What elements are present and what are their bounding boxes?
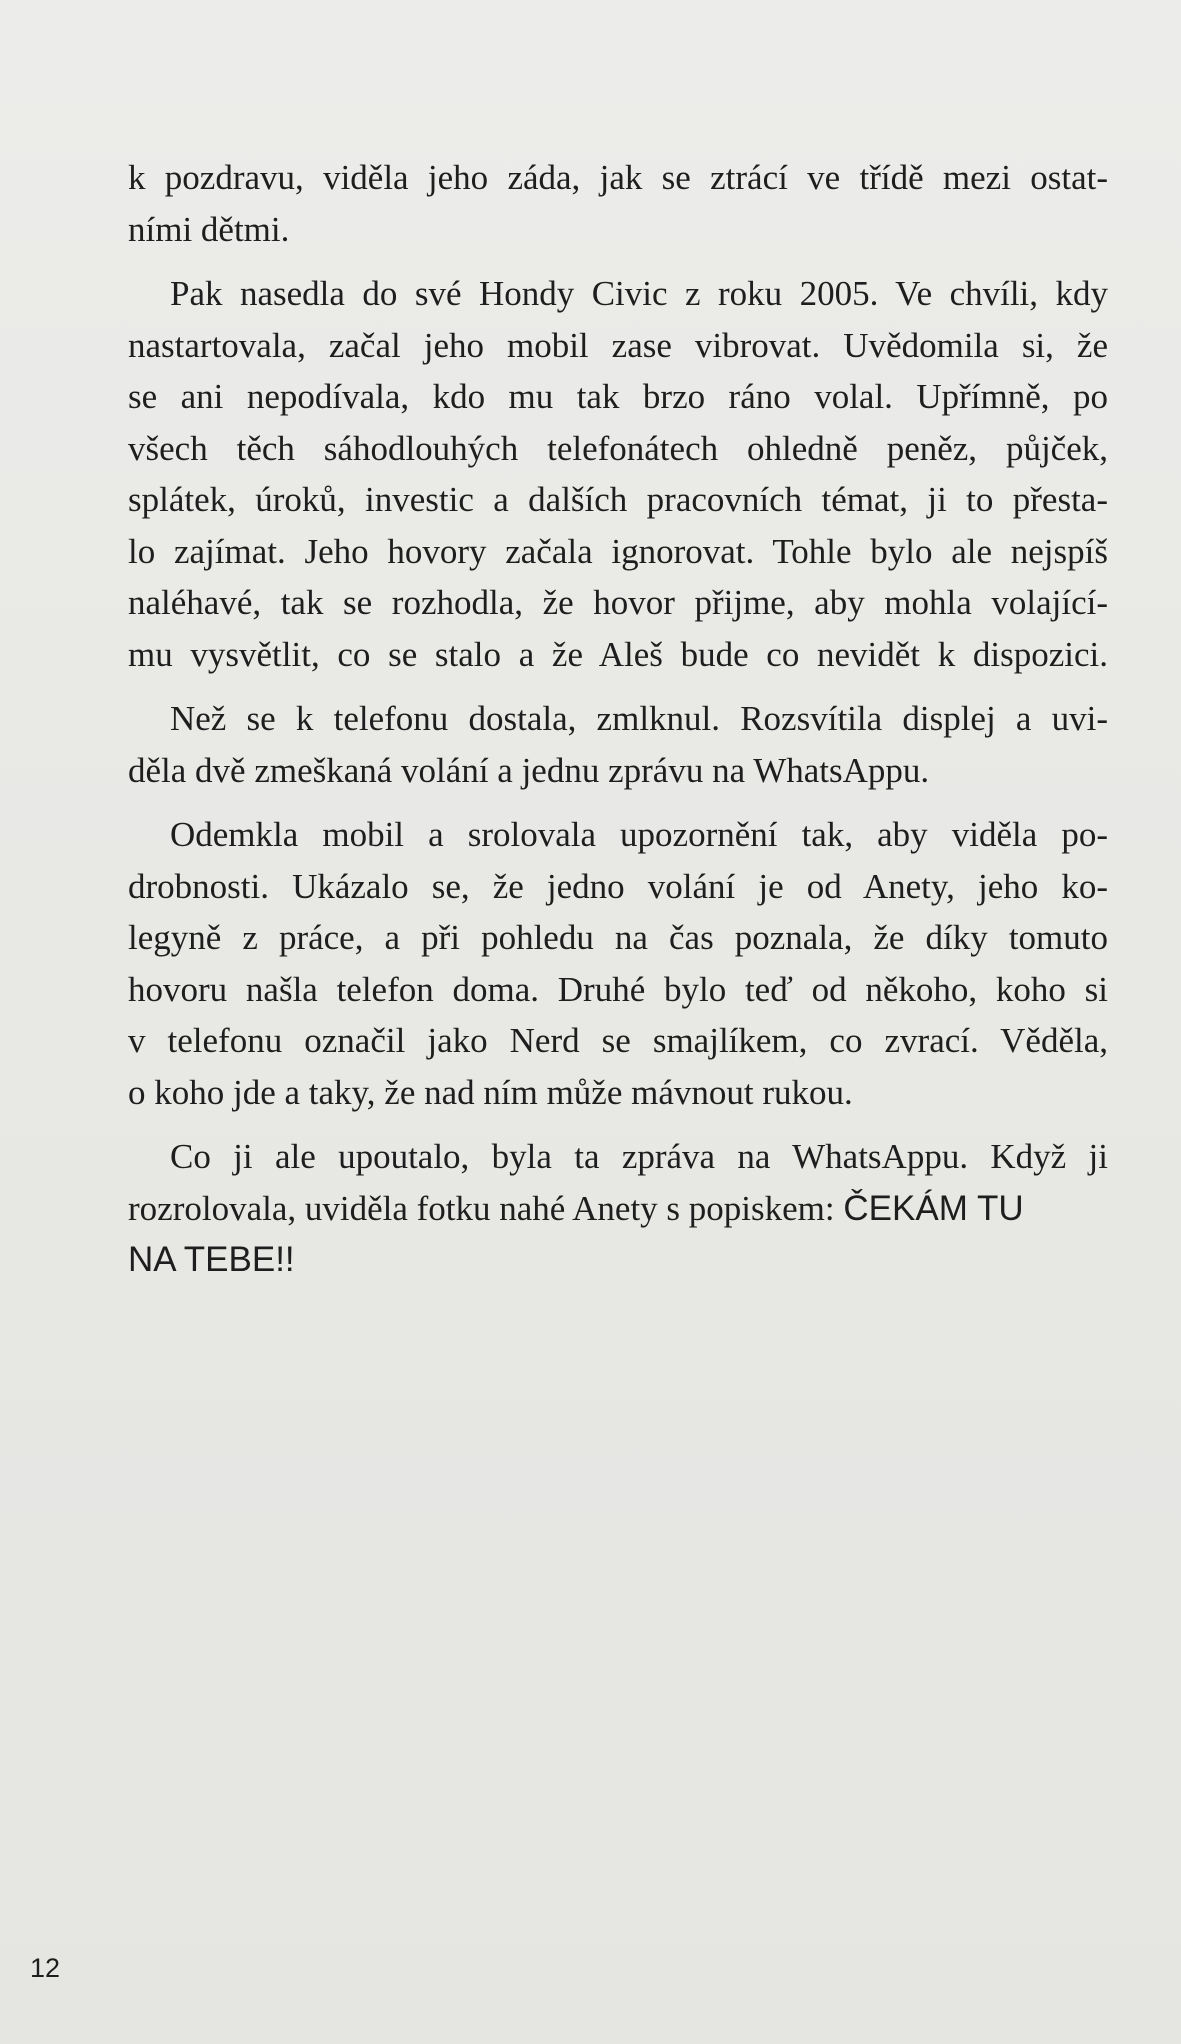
body-text: [128, 152, 1108, 1286]
text-line: [128, 1183, 1108, 1235]
text-line: naléhavé, tak se rozhodla, že hovor přijme, aby mohla volající-: [128, 583, 1108, 622]
text-line: Pak nasedla do své Hondy Civic z roku 2005. Ve chvíli, kdy: [170, 274, 1108, 313]
text-segment: rozrolovala, uviděla fotku nahé Anety s popiskem:: [128, 1188, 835, 1228]
paragraph: [128, 268, 1108, 680]
text-line: děla dvě zmeškaná volání a jednu zprávu na WhatsAppu.: [128, 750, 930, 790]
text-line: legyně z práce, a při pohledu na čas poznala, že díky tomuto: [128, 918, 1108, 957]
text-line: drobnosti. Ukázalo se, že jedno volání je od Anety, jeho ko-: [128, 866, 1108, 906]
paragraph: [128, 152, 1108, 255]
page-number: 12: [30, 1953, 61, 1983]
text-line: v telefonu označil jako Nerd se smajlíkem, co zvrací. Věděla,: [128, 1021, 1108, 1060]
paragraph: [128, 1131, 1108, 1286]
text-line: všech těch sáhodlouhých telefonátech ohledně peněz, půjček,: [128, 428, 1108, 468]
text-line: mu vysvětlit, co se stalo a že Aleš bude co nevidět k dispozici.: [128, 634, 1108, 674]
text-line: se ani nepodívala, kdo mu tak brzo ráno volal. Upřímně, po: [128, 377, 1108, 416]
text-line: hovoru našla telefon doma. Druhé bylo teď od někoho, koho si: [128, 969, 1108, 1009]
text-line: Odemkla mobil a srolovala upozornění tak, aby viděla po-: [170, 815, 1108, 854]
text-line: Než se k telefonu dostala, zmlknul. Rozsvítila displej a uvi-: [170, 699, 1108, 738]
text-line: o koho jde a taky, že nad ním může mávnout rukou.: [128, 1072, 853, 1112]
message-text: ČEKÁM TU: [843, 1188, 1024, 1228]
message-text-end: NA TEBE!!: [128, 1240, 295, 1279]
paragraph: [128, 809, 1108, 1118]
text-line: Co ji ale upoutalo, byla ta zpráva na WhatsAppu. Když ji: [170, 1137, 1108, 1176]
text-line: nastartovala, začal jeho mobil zase vibrovat. Uvědomila si, že: [128, 325, 1108, 365]
text-line: ními dětmi.: [128, 209, 290, 249]
text-line: lo zajímat. Jeho hovory začala ignorovat. Tohle bylo ale nejspíš: [128, 531, 1108, 571]
text-line: splátek, úroků, investic a dalších pracovních témat, ji to přesta-: [128, 480, 1108, 519]
paragraph: [128, 693, 1108, 796]
text-line: k pozdravu, viděla jeho záda, jak se ztrácí ve třídě mezi ostat-: [128, 158, 1108, 197]
